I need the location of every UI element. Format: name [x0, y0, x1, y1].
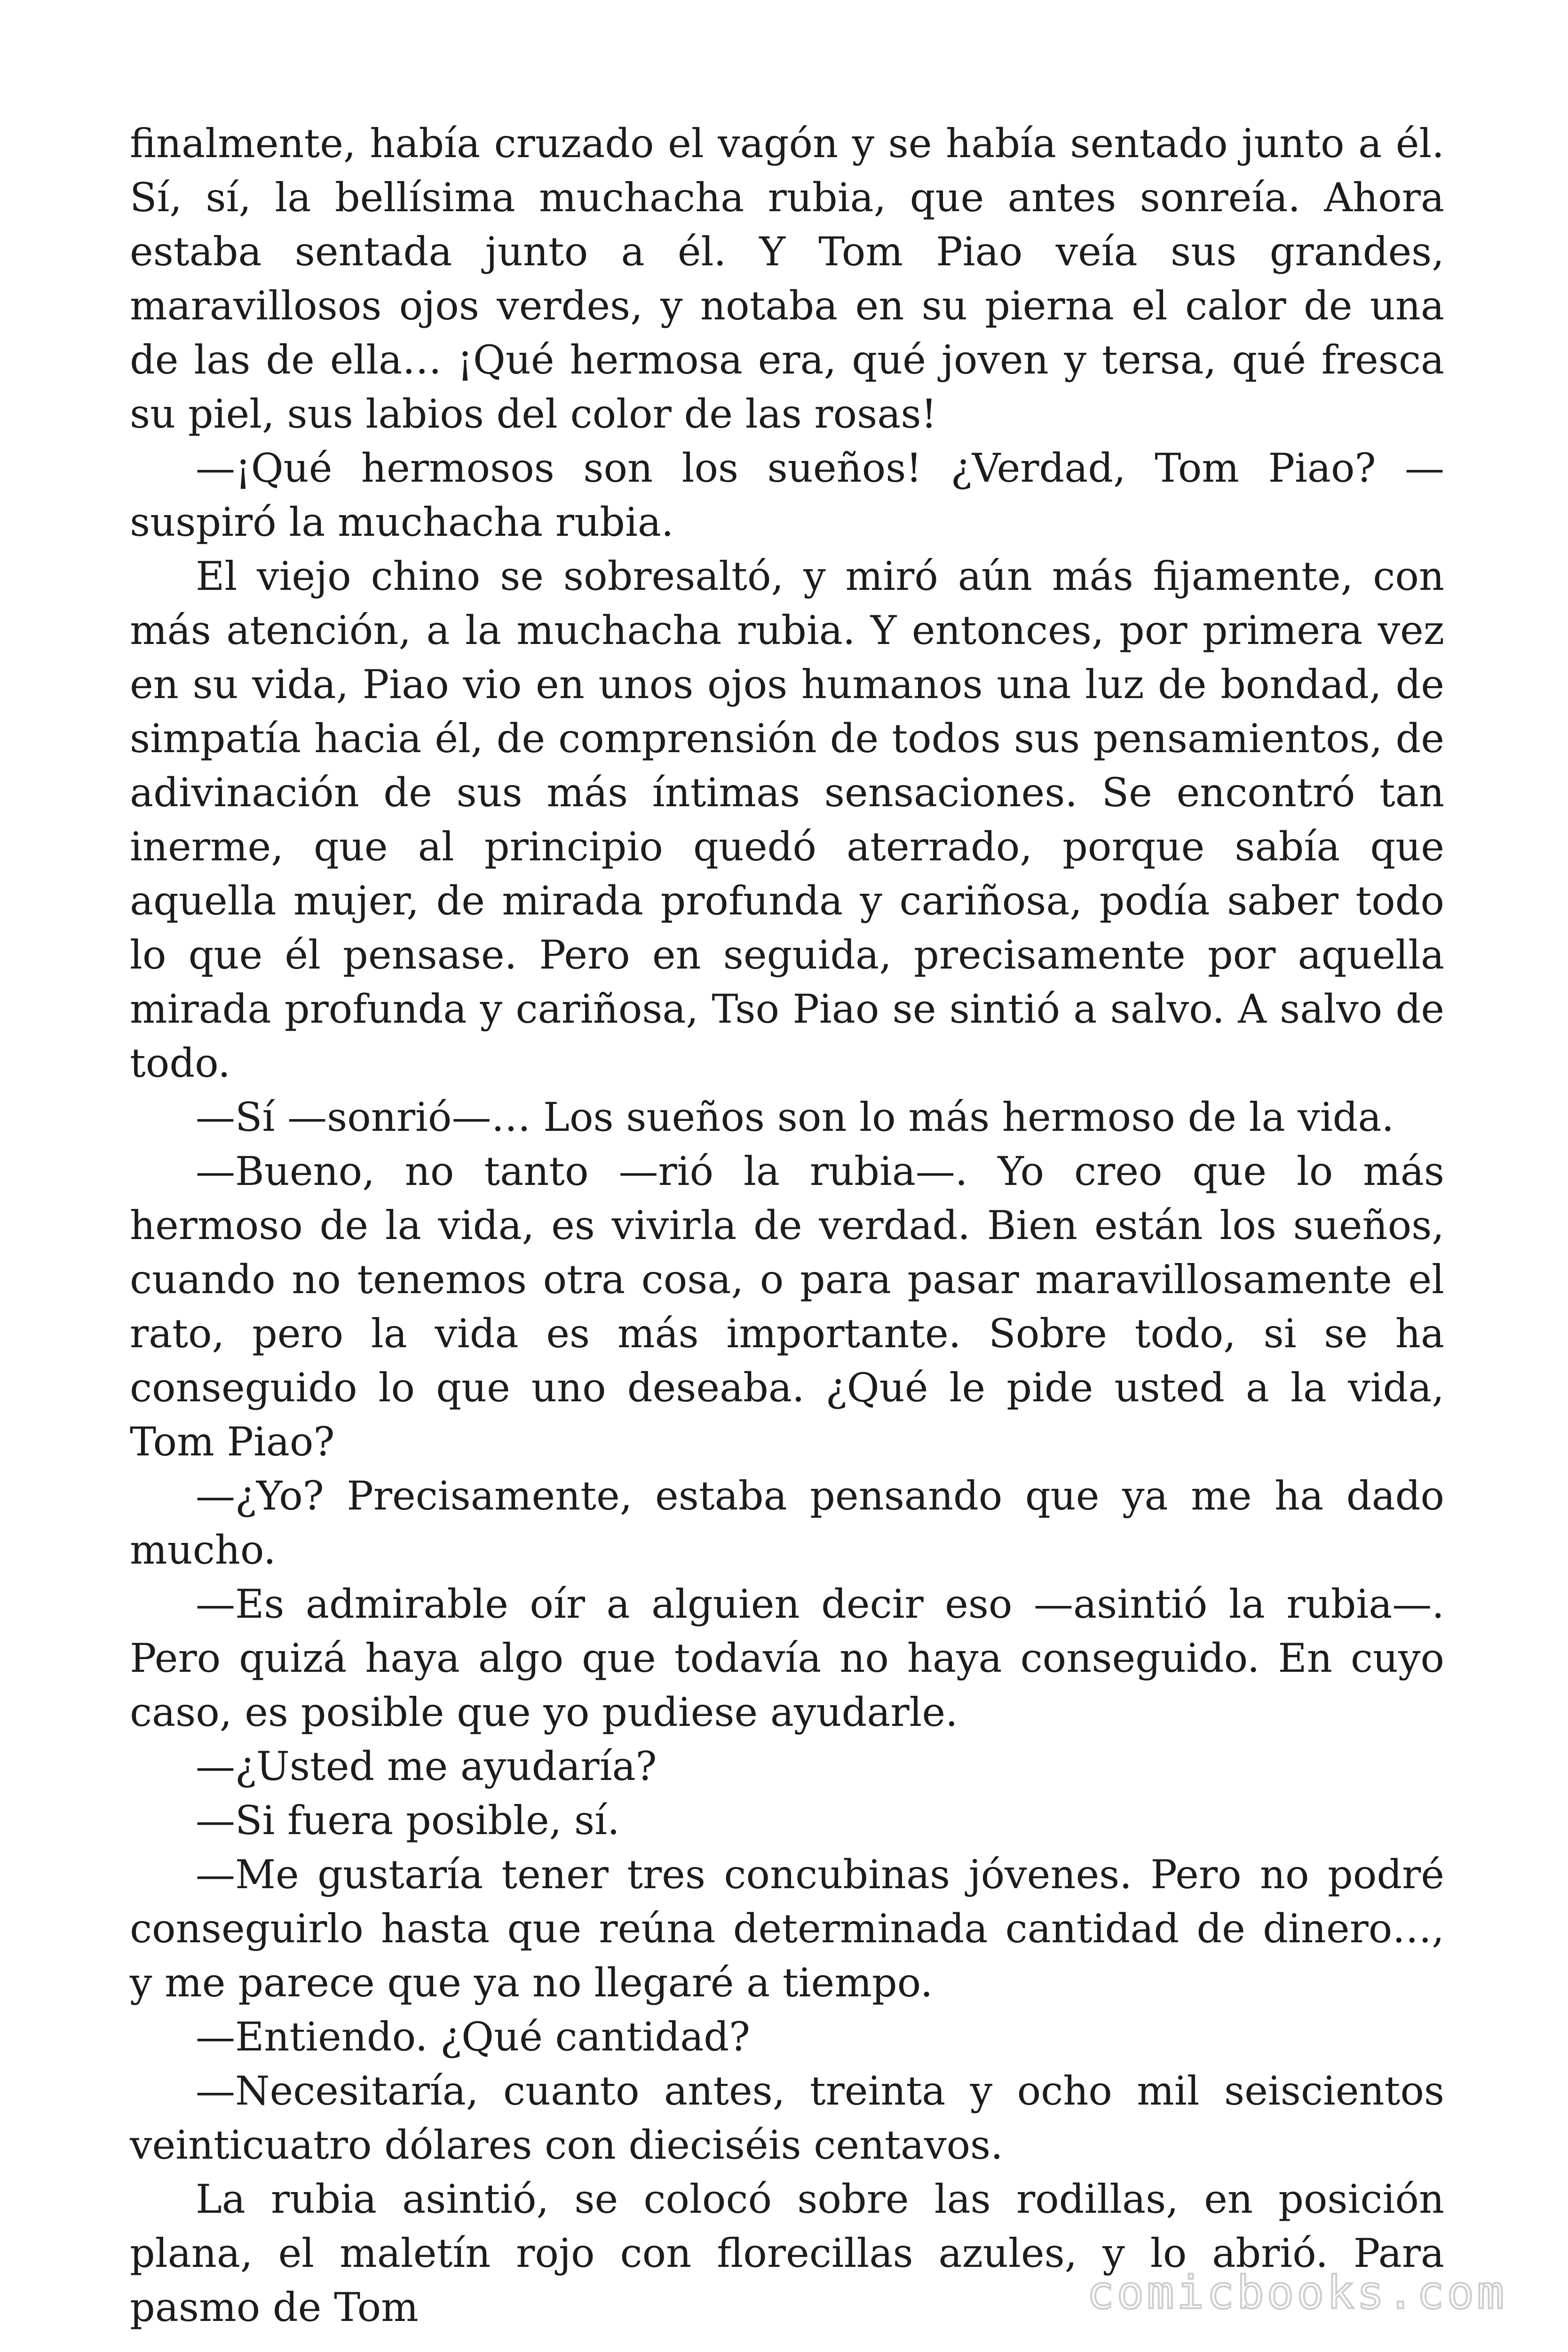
paragraph: —¿Yo? Precisamente, estaba pensando que ya me ha dado mucho.: [130, 1473, 1444, 1573]
paragraph: —Me gustaría tener tres concubinas jóvenes. Pero no podré conseguirlo hasta que reúna determinada cantidad de dinero…, y me parece que ya no llegaré a tiempo.: [130, 1851, 1444, 2006]
paragraph: —Es admirable oír a alguien decir eso —asintió la rubia—. Pero quizá haya algo que todavía no haya conseguido. En cuyo caso, es posible que yo pudiese ayudarle.: [130, 1581, 1444, 1735]
paragraph-last: La rubia asintió, se colocó sobre las rodillas, en posición plana, el maletín rojo con florecillas azules, y lo abrió. Para pasmo de Tom: [130, 2176, 1444, 2330]
paragraph: —Si fuera posible, sí.: [196, 1797, 620, 1843]
watermark: comicbooks.com: [1086, 2266, 1507, 2319]
paragraph: finalmente, había cruzado el vagón y se había sentado junto a él. Sí, sí, la bellísima muchacha rubia, que antes sonreía. Ahora estaba sentada junto a él. Y Tom Piao veía sus grandes, maravillosos ojos verdes, y notaba en su pierna el calor de una de las de ella… ¡Qué hermosa era, qué joven y tersa, qué fresca su piel, sus labios del color de las rosas!: [130, 120, 1444, 437]
paragraph: —Necesitaría, cuanto antes, treinta y ocho mil seiscientos veinticuatro dólares con dieciséis centavos.: [130, 2068, 1444, 2168]
paragraph: —Entiendo. ¿Qué cantidad?: [196, 2014, 751, 2060]
paragraph: —¿Usted me ayudaría?: [196, 1743, 657, 1789]
paragraph: El viejo chino se sobresaltó, y miró aún más fijamente, con más atención, a la muchacha rubia. Y entonces, por primera vez en su vida, Piao vio en unos ojos humanos una luz de bondad, de simpatía hacia él, de comprensión de todos sus pensamientos, de adivinación de sus más íntimas sensaciones. Se encontró tan inerme, que al principio quedó aterrado, porque sabía que aquella mujer, de mirada profunda y cariñosa, podía saber todo lo que él pensase. Pero en seguida, precisamente por aquella mirada profunda y cariñosa, Tso Piao se sintió a salvo. A salvo de todo.: [130, 553, 1444, 1086]
paragraph: —Sí —sonrió—… Los sueños son lo más hermoso de la vida.: [196, 1094, 1394, 1140]
paragraph: —¡Qué hermosos son los sueños! ¿Verdad, Tom Piao? —suspiró la muchacha rubia.: [130, 445, 1444, 545]
page-body: [130, 117, 1444, 2335]
paragraph: —Bueno, no tanto —rió la rubia—. Yo creo que lo más hermoso de la vida, es vivirla de verdad. Bien están los sueños, cuando no tenemos otra cosa, o para pasar maravillosamente el rato, pero la vida es más importante. Sobre todo, si se ha conseguido lo que uno deseaba. ¿Qué le pide usted a la vida, Tom Piao?: [130, 1148, 1444, 1465]
